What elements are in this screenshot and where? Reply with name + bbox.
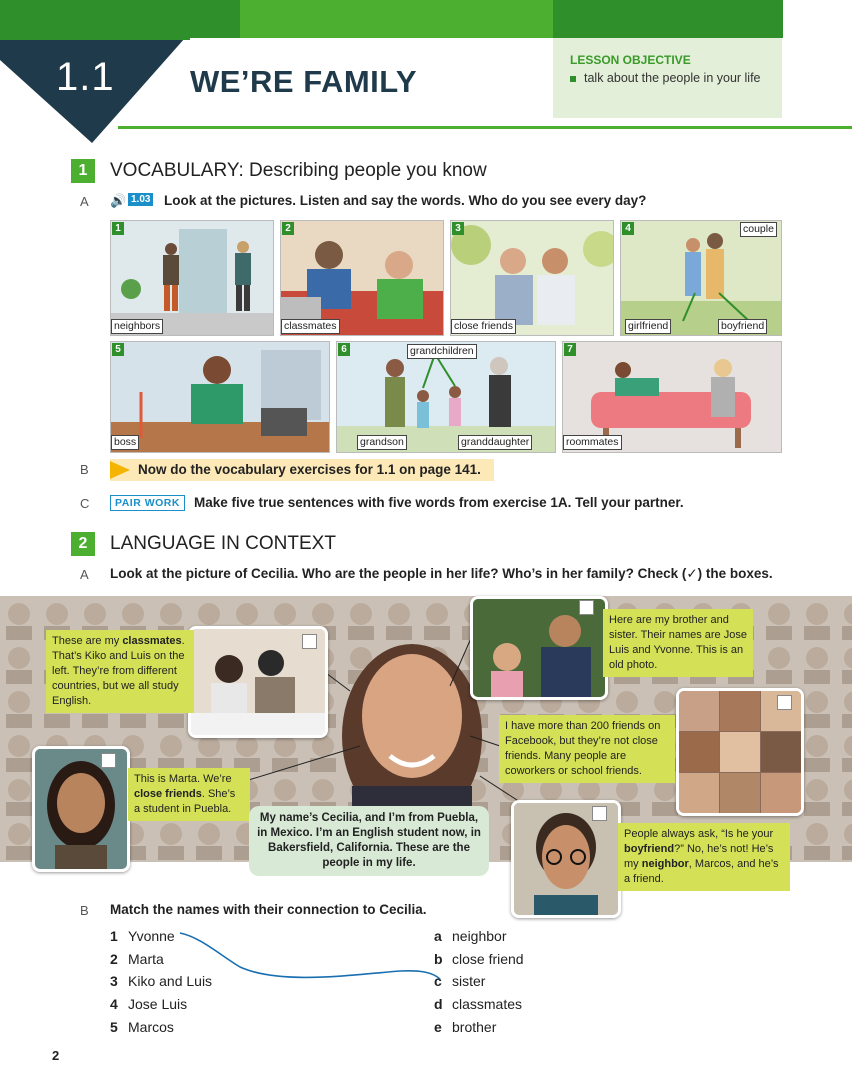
checkbox-marcos[interactable]: [592, 806, 607, 821]
checkbox-facebook[interactable]: [777, 695, 792, 710]
list-item: [110, 1016, 212, 1039]
bubble-text: , Marcos, and he’s a friend.: [624, 858, 779, 885]
divider: [118, 126, 852, 129]
bubble-text: ?” No, he’s not! He’s my: [624, 843, 774, 870]
exercise-1b-instruction: Now do the vocabulary exercises for 1.1 on page 141.: [138, 462, 481, 477]
item-text: Marcos: [128, 1018, 174, 1035]
label-granddaughter: granddaughter: [458, 435, 532, 450]
item-text: Jose Luis: [128, 996, 188, 1013]
item-number: 5: [110, 1018, 118, 1035]
picture-number: 3: [452, 222, 464, 235]
checkbox-marta[interactable]: [101, 753, 116, 768]
item-text: close friend: [452, 950, 524, 967]
item-text: classmates: [452, 996, 523, 1013]
exercise-2b-instruction: Match the names with their connection to Cecilia.: [110, 902, 427, 917]
objective-label: LESSON OBJECTIVE: [570, 53, 691, 67]
exercise-1b-letter: B: [80, 462, 89, 477]
section-1-number: 1: [71, 159, 95, 183]
bubble-classmates: [46, 630, 194, 713]
example-match-line: [170, 925, 450, 985]
item-text: Kiko and Luis: [128, 973, 213, 990]
label-girlfriend: girlfriend: [625, 319, 671, 334]
label-neighbors: neighbors: [111, 319, 163, 334]
item-letter: e: [434, 1018, 442, 1035]
exercise-1c-instruction: Make five true sentences with five words from exercise 1A. Tell your partner.: [194, 495, 684, 510]
page-number: 2: [52, 1048, 60, 1063]
exercise-2a-letter: A: [80, 567, 89, 582]
picture-number: 2: [282, 222, 294, 235]
picture-number: 4: [622, 222, 634, 235]
page-title: WE’RE FAMILY: [190, 64, 418, 99]
audio-track[interactable]: 1.03: [128, 193, 153, 206]
item-number: 1: [110, 928, 118, 944]
checkbox-siblings[interactable]: [579, 600, 594, 615]
item-number: 3: [110, 973, 118, 990]
bubble-marcos: [618, 823, 790, 891]
picture-number: 6: [338, 343, 350, 356]
exercise-2a-instruction: Look at the picture of Cecilia. Who are the people in her life? Who’s in her family? Check (✓) the boxes.: [110, 566, 773, 581]
bubble-text: This is Marta. We’re: [134, 773, 232, 785]
bubble-brother-sister: Here are my brother and sister. Their names are Jose Luis and Yvonne. This is an old photo.: [603, 609, 753, 677]
bubble-marta: [128, 768, 250, 821]
label-roommates: roommates: [563, 435, 622, 450]
bubble-text: . That’s Kiko and Luis on the left. They’re from different countries, but we all study English.: [52, 635, 185, 707]
item-letter: a: [434, 928, 442, 944]
label-couple: couple: [740, 222, 777, 237]
bullet-icon: [570, 76, 576, 82]
item-text: brother: [452, 1018, 497, 1035]
item-letter: b: [434, 950, 443, 967]
exercise-1c-letter: C: [80, 496, 90, 511]
item-text: Marta: [128, 950, 164, 967]
bubble-text: People always ask, “Is he your: [624, 828, 774, 840]
list-item: [110, 993, 212, 1016]
objective-text-value: talk about the people in your life: [584, 71, 761, 85]
exercise-1a-instruction: Look at the pictures. Listen and say the words. Who do you see every day?: [164, 193, 647, 208]
bubble-text: These are my: [52, 635, 120, 647]
item-text: neighbor: [452, 928, 507, 944]
bubble-cecilia: My name’s Cecilia, and I’m from Puebla, in Mexico. I’m an English student now, in Bakersfield, California. These are the people in my life.: [249, 806, 489, 876]
label-boyfriend: boyfriend: [718, 319, 767, 334]
picture-boss: [110, 341, 330, 453]
top-bar-corner: [783, 0, 852, 38]
bubble-keyword: boyfriend: [624, 843, 675, 855]
unit-number: 1.1: [56, 55, 115, 99]
exercise-2b-letter: B: [80, 903, 89, 918]
item-text: Yvonne: [128, 928, 175, 944]
label-grandson: grandson: [357, 435, 407, 450]
bubble-keyword: classmates: [122, 635, 182, 647]
item-letter: c: [434, 973, 442, 990]
arrow-icon: [110, 461, 130, 479]
picture-number: 1: [112, 222, 124, 235]
bubble-facebook: I have more than 200 friends on Facebook, but they’re not close friends. Many people are coworkers or school friends.: [499, 715, 675, 783]
exercise-1a-letter: A: [80, 194, 89, 209]
bubble-keyword: close friends: [134, 788, 202, 800]
picture-number: 5: [112, 343, 124, 356]
audio-icon[interactable]: 🔊: [110, 193, 127, 208]
bubble-keyword: neighbor: [641, 858, 689, 870]
item-number: 4: [110, 996, 118, 1013]
item-text: sister: [452, 973, 486, 990]
objective-text: [570, 71, 761, 85]
picture-number: 7: [564, 343, 576, 356]
list-item: [434, 1016, 524, 1039]
label-close-friends: close friends: [451, 319, 516, 334]
label-classmates: classmates: [281, 319, 340, 334]
section-2-title: LANGUAGE IN CONTEXT: [110, 533, 336, 554]
label-grandchildren: grandchildren: [407, 344, 477, 359]
item-letter: d: [434, 996, 443, 1013]
list-item: [434, 993, 524, 1016]
section-1-title: VOCABULARY: Describing people you know: [110, 160, 487, 181]
section-2-number: 2: [71, 532, 95, 556]
bubble-text: . She’s a student in Puebla.: [134, 788, 236, 815]
checkbox-classmates[interactable]: [302, 634, 317, 649]
top-bar-right: [553, 0, 783, 38]
pair-work-badge: PAIR WORK: [110, 495, 185, 511]
label-boss: boss: [111, 435, 139, 450]
item-number: 2: [110, 950, 118, 967]
